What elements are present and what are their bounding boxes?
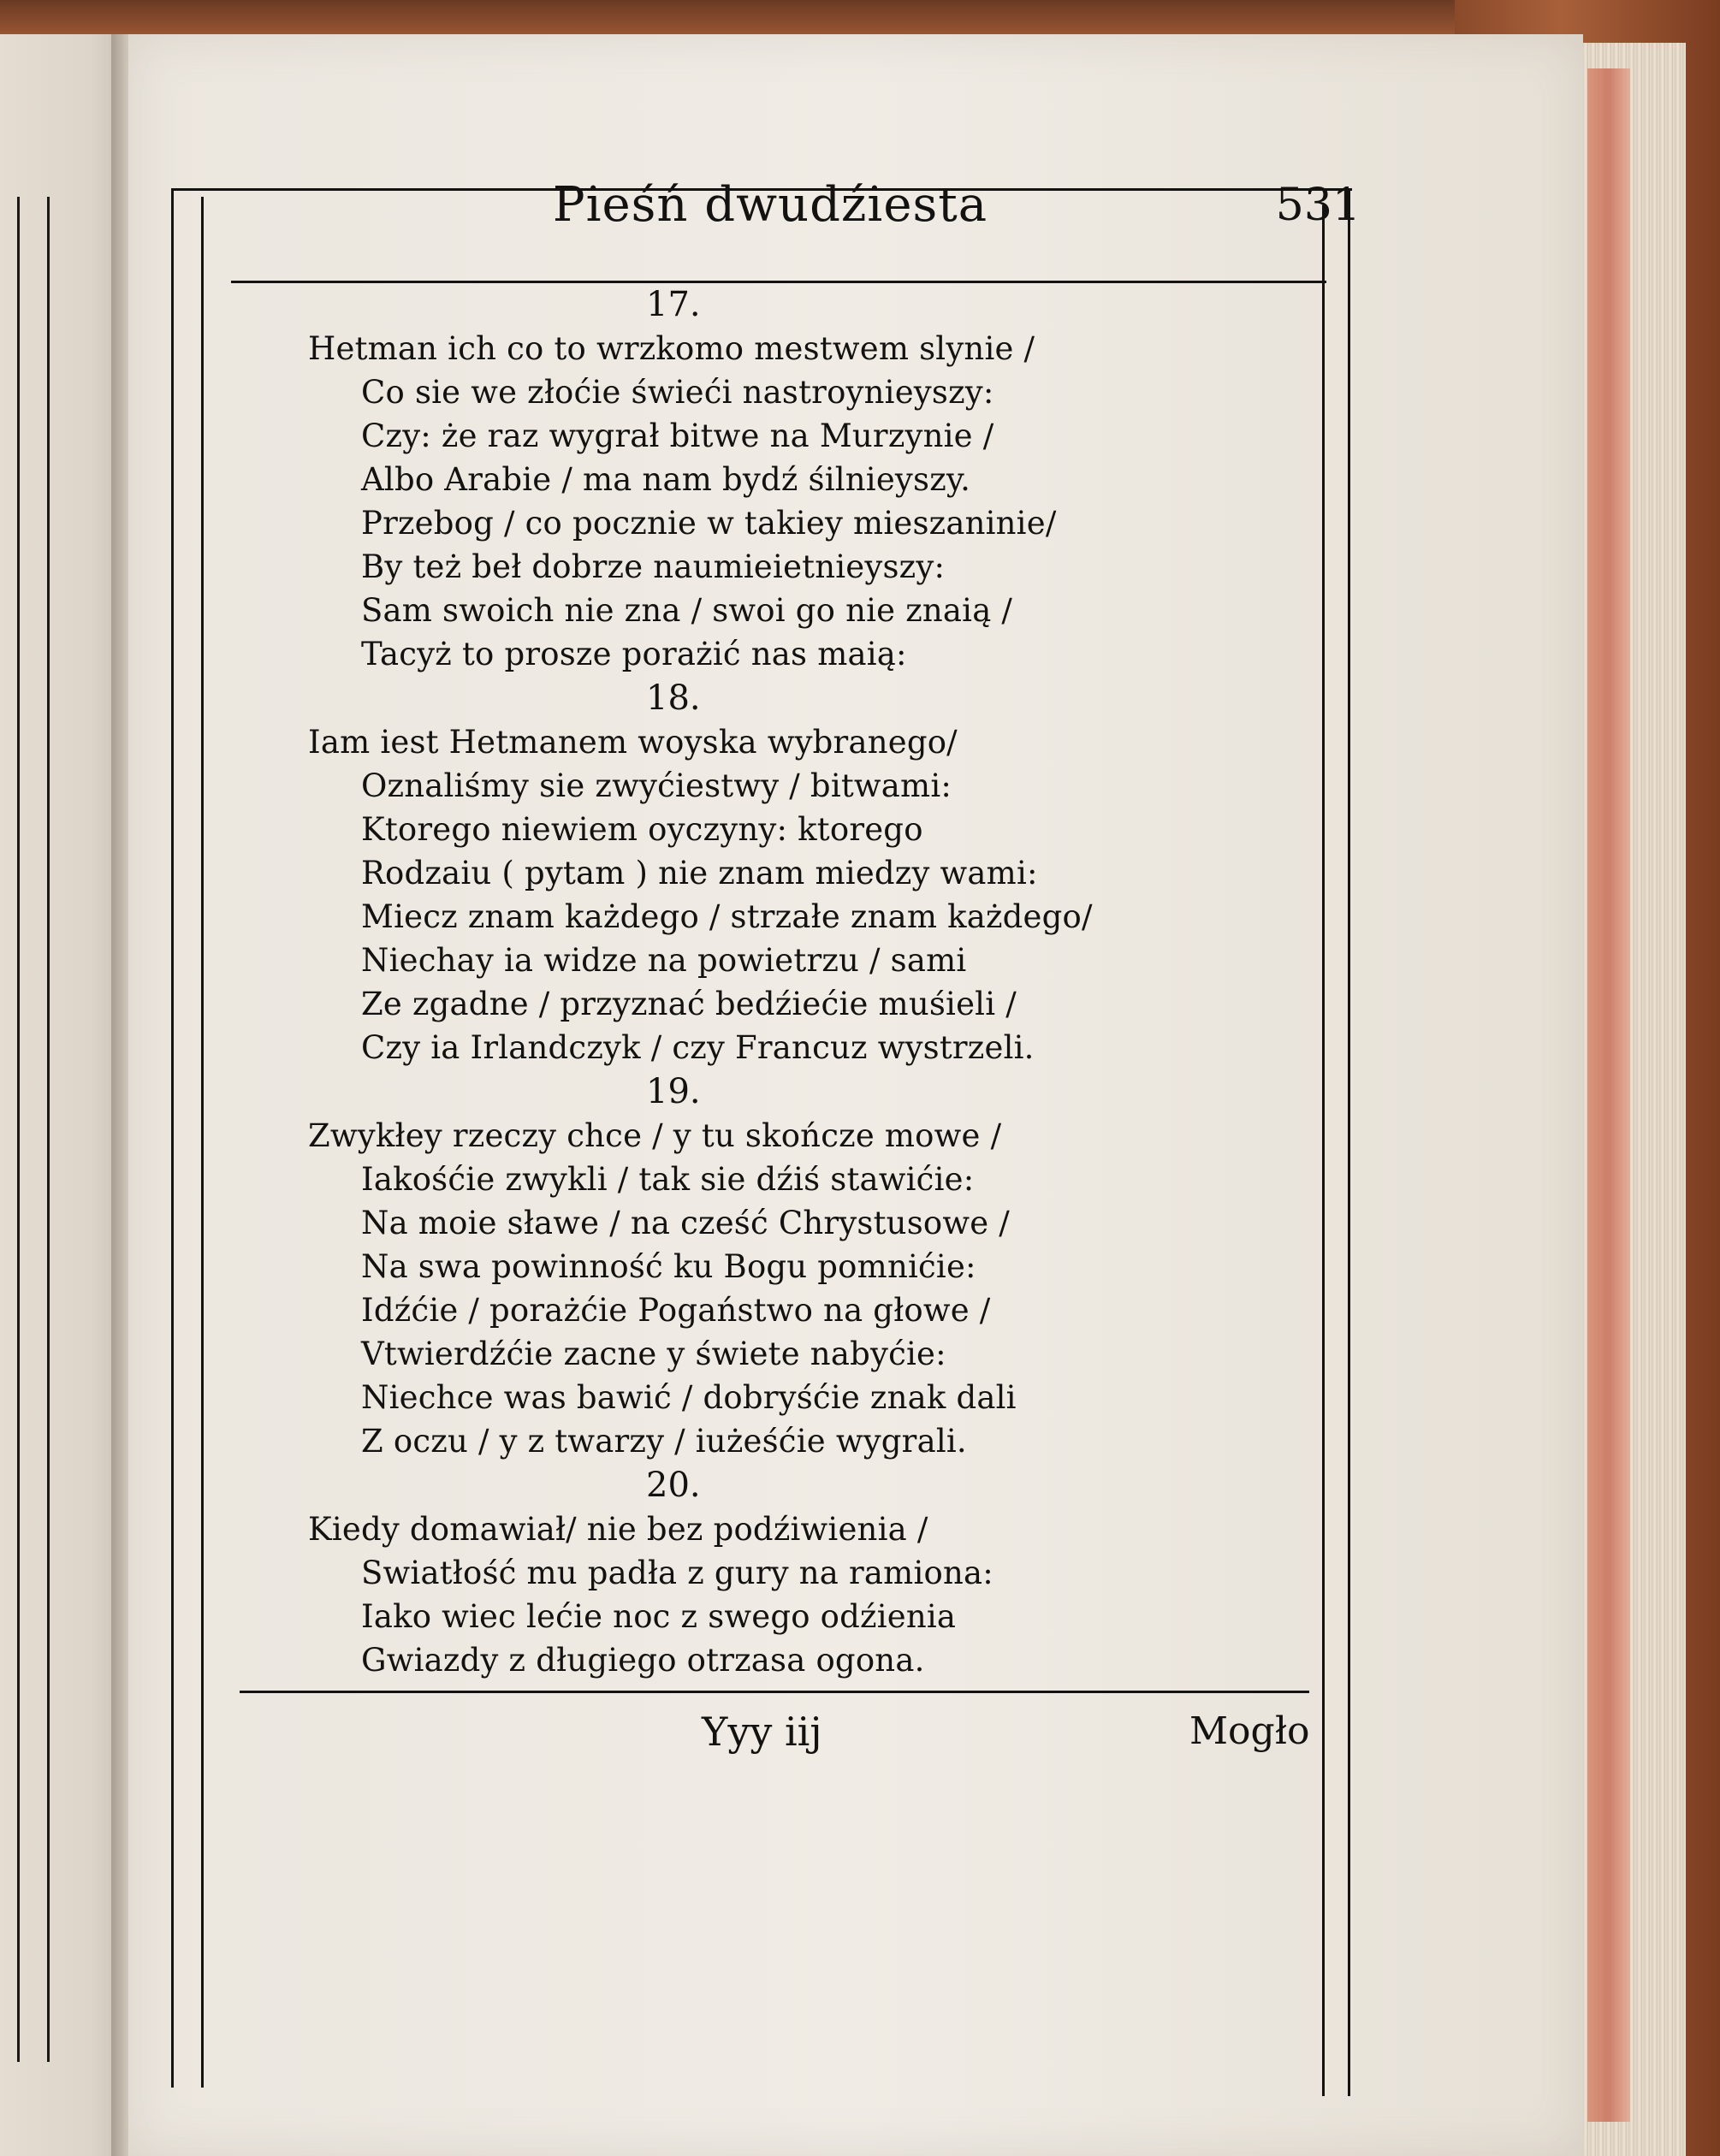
- footer-rule: [240, 1691, 1309, 1693]
- frame-rule-left-outer: [171, 188, 174, 2088]
- verse-line: Z oczu / y z twarzy / iużeśćie wygrali.: [361, 1423, 967, 1460]
- verse-line: Ze zgadne / przyznać bedźiećie muśieli /: [361, 986, 1017, 1022]
- verse-line: Czy ia Irlandczyk / czy Francuz wystrzeli.: [361, 1029, 1035, 1066]
- verse-line: Hetman ich co to wrzkomo mestwem slynie /: [308, 330, 1035, 367]
- verse-line: Vtwierdźćie zacne y świete nabyćie:: [361, 1336, 946, 1372]
- page-title: Pieśń dwudźiesta: [552, 177, 988, 233]
- stanza-number: 20.: [646, 1466, 701, 1505]
- red-stained-fore-edge: [1587, 68, 1630, 2122]
- verse-line: Przebog / co pocznie w takiey mieszaninie/: [361, 505, 1057, 542]
- stanza-number: 19.: [646, 1072, 701, 1111]
- frame-rule-right-outer: [1348, 188, 1350, 2096]
- stanza-number: 18.: [646, 678, 701, 718]
- verse-line: Tacyż to prosze porażić nas maią:: [361, 636, 907, 672]
- verse-line: Rodzaiu ( pytam ) nie znam miedzy wami:: [361, 855, 1038, 891]
- verse-line: Albo Arabie / ma nam bydź śilnieyszy.: [361, 461, 971, 498]
- verse-line: Swiatłość mu padła z gury na ramiona:: [361, 1555, 993, 1591]
- verse-line: Idźćie / porażćie Pogaństwo na głowe /: [361, 1292, 991, 1329]
- verse-line: Miecz znam każdego / strzałe znam każdego/: [361, 898, 1093, 935]
- verse-line: Na moie sławe / na cześć Chrystusowe /: [361, 1205, 1010, 1241]
- verse-line: By też beł dobrze naumieietnieyszy:: [361, 548, 946, 585]
- verse-line: Na swa powinność ku Bogu pomnićie:: [361, 1248, 976, 1285]
- verse-line: Co sie we złoćie świeći nastroynieyszy:: [361, 374, 994, 411]
- verse-line: Niechay ia widze na powietrzu / sami: [361, 942, 967, 979]
- catchword: Mogło: [1189, 1709, 1310, 1753]
- verse-line: Oznaliśmy sie zwyćiestwy / bitwami:: [361, 767, 952, 804]
- verse-line: Kiedy domawiał/ nie bez podźiwienia /: [308, 1511, 928, 1548]
- left-page-frame-rule: [47, 197, 50, 2062]
- verse-line: Niechce was bawić / dobryśćie znak dali: [361, 1379, 1017, 1416]
- poem-text-block: [308, 282, 1326, 1682]
- left-page-fragment: [0, 34, 128, 2156]
- verse-line: Czy: że raz wygrał bitwe na Murzynie /: [361, 418, 994, 454]
- stanza-number: 17.: [646, 285, 701, 324]
- frame-rule-left-inner: [201, 197, 204, 2088]
- verse-line: Iam iest Hetmanem woyska wybranego/: [308, 724, 958, 761]
- page-number: 531: [1275, 180, 1361, 231]
- verse-line: Iako wiec lećie noc z swego odźienia: [361, 1598, 957, 1635]
- verse-line: Zwykłey rzeczy chce / y tu skończe mowe /: [308, 1117, 1002, 1154]
- left-page-frame-rule: [17, 197, 20, 2062]
- verse-line: Ktorego niewiem oyczyny: ktorego: [361, 811, 923, 848]
- verse-line: Iakośćie zwykli / tak sie dźiś stawićie:: [361, 1161, 975, 1198]
- verse-line: Gwiazdy z długiego otrzasa ogona.: [361, 1642, 925, 1679]
- signature-mark: Yyy iij: [702, 1709, 822, 1755]
- verse-line: Sam swoich nie zna / swoi go nie znaią /: [361, 592, 1013, 629]
